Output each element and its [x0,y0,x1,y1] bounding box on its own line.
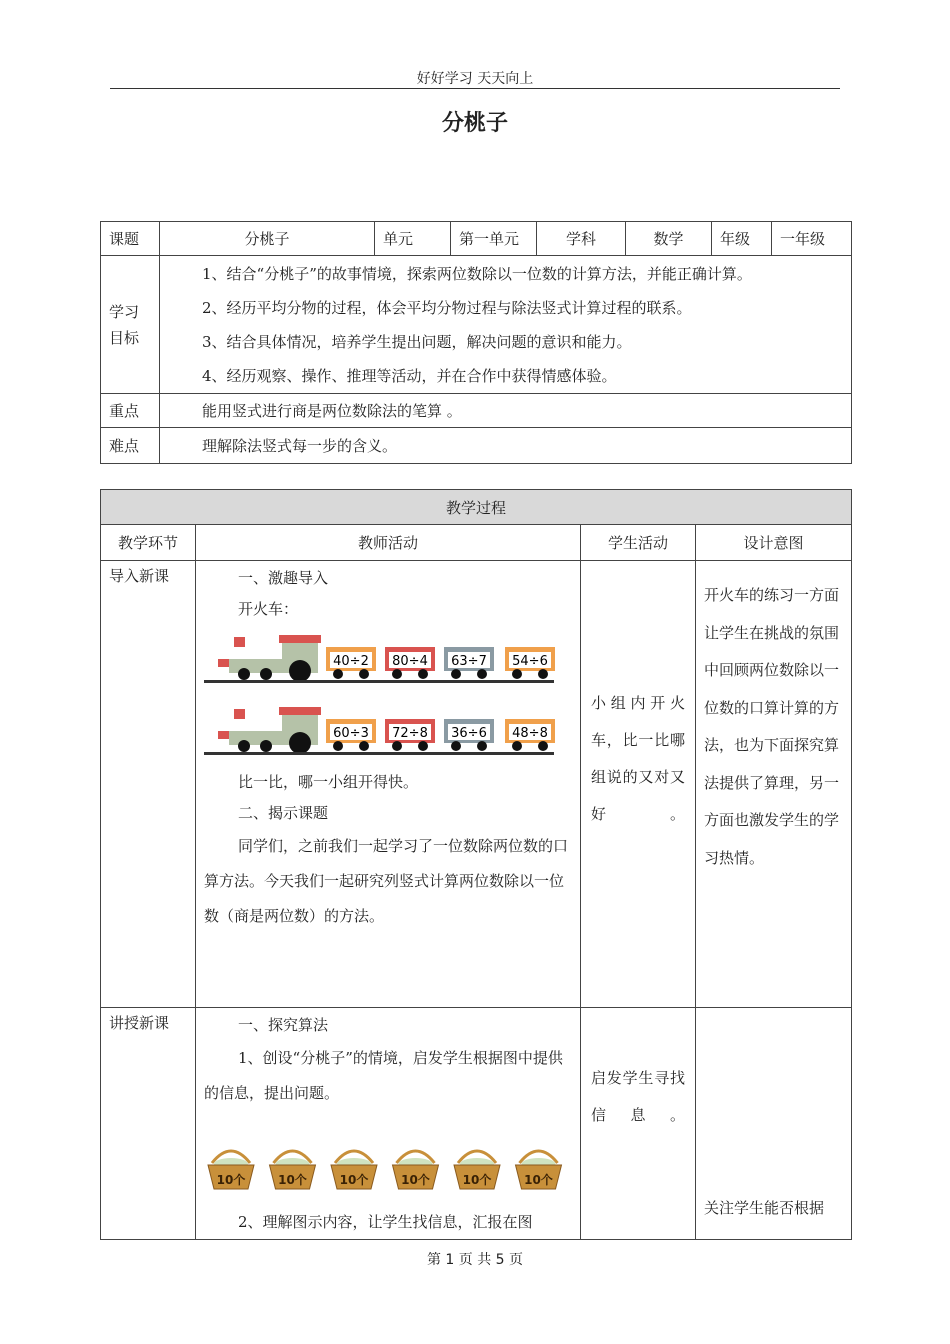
page-footer: 第 1 页 共 5 页 [426,1252,524,1268]
section-heading: 一、激趣导入 [238,569,329,587]
stage-intro: 导入新课 [101,561,196,1008]
design-intent-intro [696,561,852,1008]
wagon-label: 36÷6 [451,726,487,741]
subject-value: 数学 [626,222,712,256]
peach-basket [393,1151,439,1189]
understand-prompt: 2、理解图示内容，让学生找信息，汇报在图 [238,1213,533,1231]
document-title: 分桃子 [441,111,508,136]
basket-label: 10个 [401,1173,430,1187]
wagon-wheel [418,741,428,751]
topic-label: 课题 [101,222,160,256]
section-heading: 二、揭示课题 [238,804,329,822]
wheel [260,668,272,680]
wagon-wheel [477,741,487,751]
drive-wheel [289,660,311,682]
wagon-wheel [359,669,369,679]
student-activity-intro [581,561,696,1008]
peach-basket [454,1151,500,1189]
subject-label: 学科 [537,222,626,256]
process-title: 教学过程 [101,490,852,525]
cab-roof [279,707,321,715]
train-illustration-1 [204,625,564,695]
wagon-wheel [333,669,343,679]
col-student: 学生活动 [581,525,696,561]
train-group-1 [204,625,572,695]
wagon-label: 80÷4 [392,654,428,669]
student-activity-new [581,1008,696,1240]
wagon-wheel [512,741,522,751]
peach-basket [331,1151,377,1189]
header-rule [110,88,840,89]
teacher-activity-new [196,1008,581,1240]
intent-text: 关注学生能否根据 [704,1198,825,1217]
drive-wheel [289,732,311,754]
wagon-wheel [418,669,428,679]
wagon-wheel [392,669,402,679]
basket-label: 10个 [524,1173,553,1187]
goal-item: 1、结合“分桃子”的故事情境，探索两位数除以一位数的计算方法，并能正确计算。 [202,264,752,283]
teacher-activity-intro [196,561,581,1008]
col-stage: 教学环节 [101,525,196,561]
goals-label [101,256,160,394]
wagon-label: 60÷3 [333,726,369,741]
process-table [100,489,852,1240]
train-group-2 [204,697,572,767]
goal-item: 4、经历观察、操作、推理等活动，并在合作中获得情感体验。 [202,366,617,385]
train-illustration-2 [204,697,564,767]
engine-body [229,659,284,673]
wagon-wheel [538,741,548,751]
wagon-wheel [451,669,461,679]
chimney [234,709,245,719]
wagon-wheel [333,741,343,751]
basket-label: 10个 [339,1173,369,1187]
stage-new-lesson: 讲授新课 [101,1008,196,1240]
rail [204,680,554,683]
peach-basket [516,1151,562,1189]
wagon-wheel [538,669,548,679]
engine-body [229,731,284,745]
difficulty-value: 理解除法竖式每一步的含义。 [160,428,852,464]
wheel [238,740,250,752]
wheel [260,740,272,752]
info-table [100,221,852,464]
goals-label-text: 学习目标 [109,302,140,347]
basket-row [204,1143,572,1197]
situation-paragraph: 1、创设“分桃子”的情境，启发学生根据图中提供的信息，提出问题。 [204,1049,563,1102]
rail [204,752,554,755]
train-caption: 开火车： [238,600,299,618]
peach-basket [208,1151,254,1189]
key-label: 重点 [101,394,160,428]
key-value: 能用竖式进行商是两位数除法的笔算 。 [160,394,852,428]
difficulty-label: 难点 [101,428,160,464]
peach-basket [270,1151,316,1189]
topic-value: 分桃子 [160,222,375,256]
grade-label: 年级 [712,222,772,256]
grade-value: 一年级 [772,222,852,256]
cab-roof [279,635,321,643]
wagon-label: 40÷2 [333,654,369,669]
unit-value: 第一单元 [451,222,537,256]
compare-prompt: 比一比，哪一小组开得快。 [238,773,419,791]
wagon-label: 63÷7 [451,654,487,669]
wagon-label: 72÷8 [392,726,428,741]
basket-label: 10个 [462,1173,492,1187]
basket-label: 10个 [216,1173,246,1187]
wagon-label: 48÷8 [512,726,548,741]
col-teacher: 教师活动 [196,525,581,561]
wagon-wheel [512,669,522,679]
page-header: 好好学习 天天向上 [416,71,534,87]
basket-illustration [204,1143,574,1193]
goal-item: 3、结合具体情况，培养学生提出问题，解决问题的意识和能力。 [202,332,632,351]
student-text: 启发学生寻找信息。 [591,1069,685,1124]
student-text: 小组内开火车，比一比哪组说的又对又好。 [591,694,685,823]
intent-text: 开火车的练习一方面让学生在挑战的氛围中回顾两位数除以一位数的口算计算的方法，也为下面探究算法提供了算理，另一方面也激发学生的学习热情。 [704,586,840,867]
wheel [238,668,250,680]
wagon-wheel [477,669,487,679]
goal-item: 2、经历平均分物的过程，体会平均分物过程与除法竖式计算过程的联系。 [202,298,692,317]
intro-paragraph: 同学们，之前我们一起学习了一位数除两位数的口算方法。今天我们一起研究列竖式计算两位数除以一位数（商是两位数）的方法。 [204,837,569,925]
design-intent-new [696,1008,852,1240]
wagon-label: 54÷6 [512,654,548,669]
section-heading: 一、探究算法 [238,1016,329,1034]
basket-label: 10个 [278,1173,307,1187]
col-intent: 设计意图 [696,525,852,561]
wagon-wheel [451,741,461,751]
unit-label: 单元 [375,222,451,256]
wagon-wheel [359,741,369,751]
chimney [234,637,245,647]
wagon-wheel [392,741,402,751]
goals-list [160,256,852,394]
